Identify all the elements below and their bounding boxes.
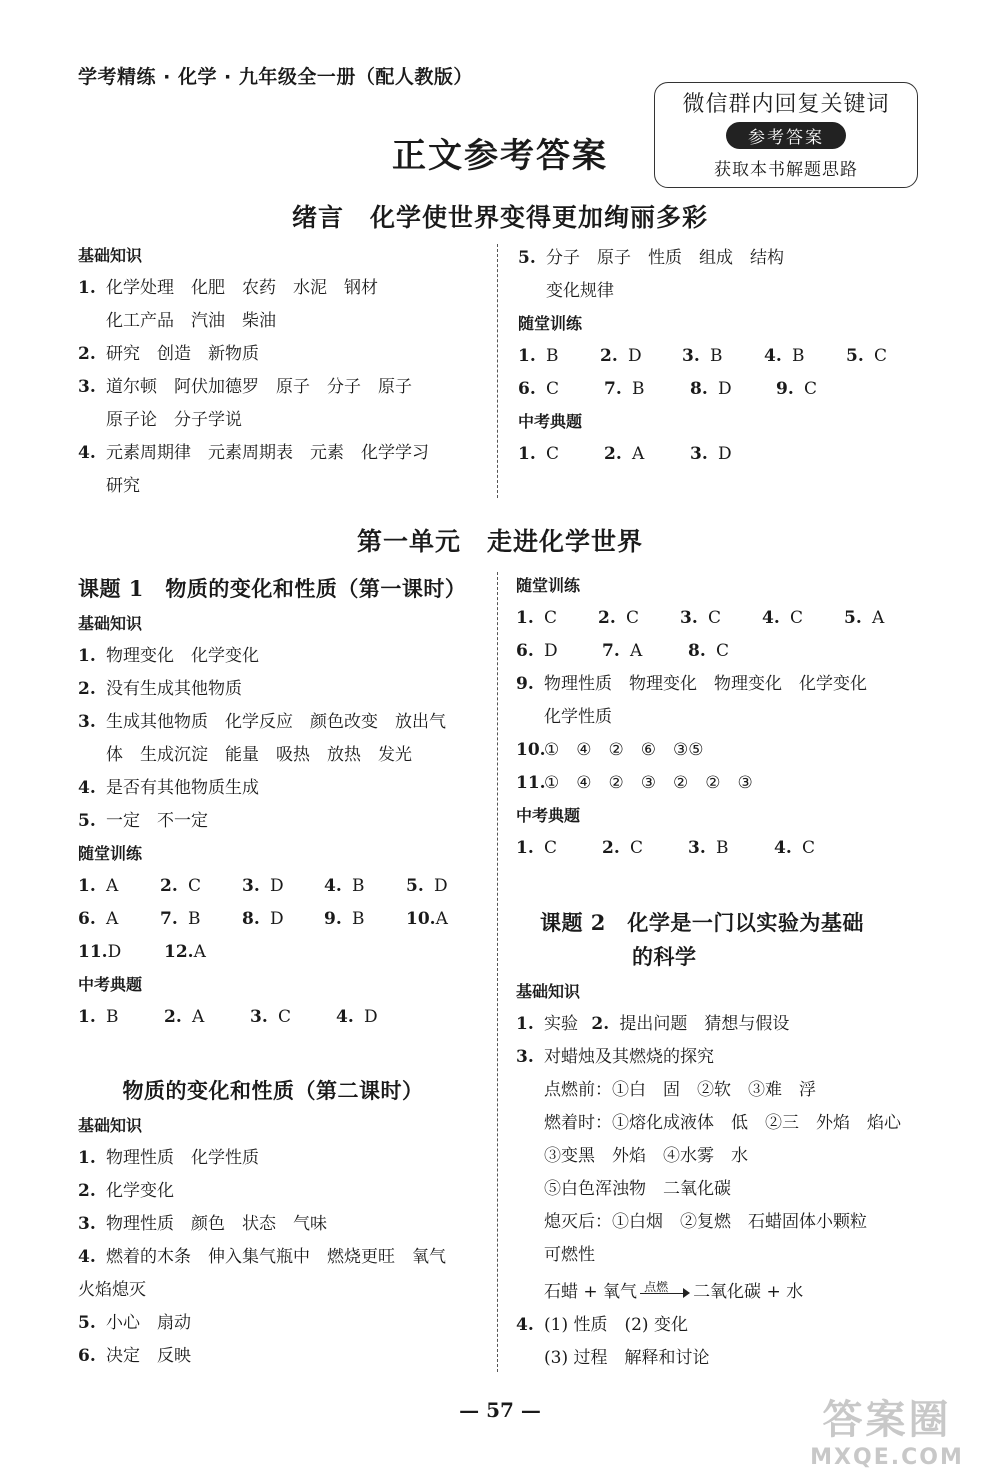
item-number: 5. [518, 248, 536, 268]
item3-line: 可燃性 [544, 1245, 595, 1265]
item-number: 2. [78, 1181, 96, 1201]
list-item-cont: 变化规律 [546, 281, 614, 301]
answer-choice: B [716, 838, 729, 858]
answer-cell [516, 602, 598, 635]
item-number: 1. [78, 278, 96, 298]
list-item-cont: 化工产品 汽油 柴油 [106, 311, 276, 331]
answer-number: 2. [160, 876, 178, 896]
list-item [78, 272, 488, 305]
answer-number: 6. [516, 641, 534, 661]
list-item-cont: 体 生成沉淀 能量 吸热 放热 发光 [106, 745, 412, 765]
answer-number: 11. [78, 942, 108, 962]
basic-heading: 基础知识 [78, 614, 143, 633]
answer-cell [242, 870, 324, 903]
list-item [516, 1008, 936, 1041]
answer-number: 1. [518, 444, 536, 464]
list-item [78, 1175, 488, 1208]
answer-number: 3. [688, 838, 706, 858]
lesson2-title-line1: 课题 2 化学是一门以实验为基础 [540, 910, 864, 935]
answer-row [516, 832, 926, 865]
answer-number: 3. [680, 608, 698, 628]
answer-cell [680, 602, 762, 635]
answer-number: 5. [846, 346, 864, 366]
answer-cell [688, 635, 774, 668]
item-number: 3. [78, 712, 96, 732]
answer-number: 2. [598, 608, 616, 628]
answer-cell [518, 340, 600, 373]
answer-number: 1. [78, 1007, 96, 1027]
item-text: ① ④ ② ⑥ ③⑤ [544, 740, 704, 760]
answer-cell [160, 903, 242, 936]
answer-number: 3. [242, 876, 260, 896]
intro-left-column [78, 240, 488, 503]
list-item-cont: 化学性质 [544, 707, 612, 727]
answer-cell [602, 635, 688, 668]
answer-number: 4. [764, 346, 782, 366]
item-number: 1. [516, 1014, 534, 1034]
list-item [516, 668, 926, 701]
item-text: 生成其他物质 化学反应 颜色改变 放出气 [106, 712, 446, 732]
item-number: 5. [78, 1313, 96, 1333]
answer-cell [682, 340, 764, 373]
answer-cell [846, 340, 928, 373]
answer-choice: D [107, 942, 122, 962]
page-number: — 57 — [459, 1398, 541, 1422]
answer-choice: A [435, 909, 448, 929]
answer-choice: A [630, 641, 643, 661]
answer-row [78, 903, 488, 936]
answer-number: 2. [600, 346, 618, 366]
lesson1-title: 课题 1 物质的变化和性质（第一课时） [78, 576, 467, 601]
answer-choice: C [708, 608, 722, 628]
column-divider [497, 572, 498, 1372]
item-text: 物理变化 化学变化 [106, 646, 259, 666]
answer-cell [518, 373, 604, 406]
answer-cell [516, 832, 602, 865]
item-text: 研究 创造 新物质 [106, 344, 259, 364]
reaction-condition: 点燃 [644, 1279, 669, 1294]
answer-choice: D [718, 379, 732, 399]
answer-choice: D [270, 876, 284, 896]
list-item-cont: (3) 过程 解释和讨论 [544, 1348, 710, 1368]
answer-number: 9. [776, 379, 794, 399]
item3-line: 点燃前：①白 固 ②软 ③难 浮 [544, 1080, 816, 1100]
answer-number: 6. [78, 909, 96, 929]
list-item [78, 437, 488, 470]
answer-number: 8. [242, 909, 260, 929]
answer-cell [324, 870, 406, 903]
list-item [78, 1307, 488, 1340]
answer-cell [78, 1001, 164, 1034]
item-number: 3. [516, 1047, 534, 1067]
lesson1b-title: 物质的变化和性质（第二课时） [122, 1078, 424, 1103]
answer-number: 3. [690, 444, 708, 464]
answer-cell [324, 903, 406, 936]
answer-number: 5. [844, 608, 862, 628]
list-item [516, 767, 926, 800]
answer-row [78, 936, 488, 969]
item-text: 燃着的木条 伸入集气瓶中 燃烧更旺 氧气 [106, 1247, 446, 1267]
list-item-cont: 研究 [106, 476, 140, 496]
answer-number: 2. [604, 444, 622, 464]
answer-choice: A [106, 909, 119, 929]
item-number: 3. [78, 1214, 96, 1234]
answer-cell [764, 340, 846, 373]
answer-choice: A [192, 1007, 205, 1027]
answer-choice: A [106, 876, 119, 896]
exam-heading: 中考典题 [78, 975, 143, 994]
answer-cell [160, 870, 242, 903]
page-title: 正文参考答案 [392, 136, 608, 176]
list-item [78, 805, 488, 838]
unit1-section-title: 第一单元 走进化学世界 [356, 527, 643, 556]
list-item [78, 1208, 488, 1241]
item-text: 小心 扇动 [106, 1313, 191, 1333]
wechat-note: 获取本书解题思路 [714, 160, 858, 180]
item-text: 道尔顿 阿伏加德罗 原子 分子 原子 [106, 377, 412, 397]
item-number: 5. [78, 811, 96, 831]
answer-cell [518, 438, 604, 471]
item-number: 2. [78, 344, 96, 364]
answer-number: 8. [690, 379, 708, 399]
lesson2-block [516, 904, 936, 1375]
equation-reactants: 石蜡 + 氧气 [544, 1282, 638, 1302]
practice-heading: 随堂训练 [78, 844, 143, 863]
item-number: 10. [516, 740, 546, 760]
answer-choice: A [632, 444, 645, 464]
answer-number: 5. [406, 876, 424, 896]
item-number: 1. [78, 1148, 96, 1168]
exam-heading: 中考典题 [516, 806, 581, 825]
reaction-arrow-icon [640, 1279, 690, 1299]
unit1-left-column [78, 570, 488, 1034]
list-item [78, 772, 488, 805]
answer-number: 7. [160, 909, 178, 929]
chemical-equation [516, 1276, 936, 1309]
answer-number: 9. [324, 909, 342, 929]
item-text: 对蜡烛及其燃烧的探究 [544, 1047, 714, 1067]
answer-number: 7. [604, 379, 622, 399]
answer-choice: C [790, 608, 804, 628]
answer-cell [336, 1001, 422, 1034]
list-item [78, 1340, 488, 1373]
item-number: 2. [591, 1014, 610, 1034]
answer-choice: C [874, 346, 888, 366]
answer-choice: C [544, 838, 558, 858]
practice-heading: 随堂训练 [518, 314, 583, 333]
answer-choice: B [792, 346, 805, 366]
answer-cell [762, 602, 844, 635]
answer-cell [164, 936, 250, 969]
practice-heading: 随堂训练 [516, 576, 581, 595]
lesson2-title-line2: 的科学 [632, 944, 697, 969]
answer-row [78, 1001, 488, 1034]
item-text: 实验 [544, 1014, 578, 1034]
intro-right-column [518, 242, 928, 471]
answer-cell [242, 903, 324, 936]
answer-cell [600, 340, 682, 373]
item-number: 4. [516, 1315, 534, 1335]
item-number: 11. [516, 773, 546, 793]
answer-choice: D [270, 909, 284, 929]
answer-number: 1. [516, 608, 534, 628]
answer-choice: B [632, 379, 645, 399]
item-number: 4. [78, 1247, 96, 1267]
item-text: 是否有其他物质生成 [106, 778, 259, 798]
answer-row [78, 870, 488, 903]
answer-cell [598, 602, 680, 635]
item3-line: 燃着时：①熔化成液体 低 ②三 外焰 焰心 [544, 1113, 901, 1133]
list-item [78, 1241, 488, 1274]
answer-cell [776, 373, 862, 406]
answer-cell [78, 870, 160, 903]
answer-cell [844, 602, 926, 635]
item-number: 2. [78, 679, 96, 699]
list-item [516, 734, 926, 767]
item-text: ① ④ ② ③ ② ② ③ [544, 773, 753, 793]
list-item [78, 371, 488, 404]
answer-choice: C [546, 444, 560, 464]
answer-row [518, 438, 928, 471]
answer-cell [78, 903, 160, 936]
answer-cell [690, 373, 776, 406]
answer-number: 1. [516, 838, 534, 858]
answer-row [516, 635, 926, 668]
list-item [516, 1041, 936, 1074]
answer-number: 10. [406, 909, 436, 929]
watermark-url: MXQE.COM [810, 1445, 964, 1470]
answer-number: 2. [164, 1007, 182, 1027]
answer-row [518, 340, 928, 373]
watermark-logo [782, 1388, 992, 1470]
answer-number: 4. [324, 876, 342, 896]
item-number: 6. [78, 1346, 96, 1366]
answer-number: 2. [602, 838, 620, 858]
answer-choice: C [626, 608, 640, 628]
item-number: 3. [78, 377, 96, 397]
wechat-instruction: 微信群内回复关键词 [682, 92, 890, 117]
list-item [78, 673, 488, 706]
equation-products: 二氧化碳 + 水 [693, 1282, 804, 1302]
answer-cell [602, 832, 688, 865]
watermark-text: 答案圈 [822, 1396, 952, 1443]
answer-choice: B [106, 1007, 119, 1027]
item-number: 4. [78, 443, 96, 463]
answer-number: 4. [774, 838, 792, 858]
answer-number: 3. [250, 1007, 268, 1027]
keyword-badge: 参考答案 [726, 122, 846, 149]
item-text: (1) 性质 (2) 变化 [544, 1315, 688, 1335]
answer-choice: B [188, 909, 201, 929]
basic-heading: 基础知识 [516, 982, 581, 1001]
answer-choice: C [188, 876, 202, 896]
item-text: 化学处理 化肥 农药 水泥 钢材 [106, 278, 378, 298]
list-item [518, 242, 928, 275]
answer-number: 1. [518, 346, 536, 366]
answer-choice: A [872, 608, 885, 628]
list-item [78, 1142, 488, 1175]
answer-cell [516, 635, 602, 668]
answer-choice: B [546, 346, 559, 366]
answer-cell [604, 438, 690, 471]
answer-number: 6. [518, 379, 536, 399]
column-divider [497, 244, 498, 498]
list-item [516, 1309, 936, 1342]
item-text: 元素周期律 元素周期表 元素 化学学习 [106, 443, 429, 463]
answer-choice: D [718, 444, 732, 464]
lesson1b-block [78, 1072, 488, 1373]
answer-number: 3. [682, 346, 700, 366]
answer-cell [164, 1001, 250, 1034]
list-item-cont: 火焰熄灭 [78, 1280, 146, 1300]
answer-cell [690, 438, 776, 471]
item-text: 提出问题 猜想与假设 [619, 1014, 790, 1034]
answer-number: 8. [688, 641, 706, 661]
answer-choice: C [630, 838, 644, 858]
exam-heading: 中考典题 [518, 412, 583, 431]
item-text: 决定 反映 [106, 1346, 191, 1366]
list-item-cont: 原子论 分子学说 [106, 410, 242, 430]
answer-row [516, 602, 926, 635]
item-text: 化学变化 [106, 1181, 174, 1201]
answer-choice: D [434, 876, 448, 896]
item-text: 分子 原子 性质 组成 结构 [546, 248, 784, 268]
answer-cell [78, 936, 164, 969]
answer-choice: D [544, 641, 558, 661]
item-number: 4. [78, 778, 96, 798]
answer-cell [604, 373, 690, 406]
answer-row [518, 373, 928, 406]
answer-cell [250, 1001, 336, 1034]
answer-number: 4. [336, 1007, 354, 1027]
answer-number: 12. [164, 942, 194, 962]
basic-heading: 基础知识 [78, 246, 143, 265]
item-text: 没有生成其他物质 [106, 679, 242, 699]
answer-choice: D [364, 1007, 378, 1027]
list-item [78, 640, 488, 673]
item3-line: ⑤白色浑浊物 二氧化碳 [544, 1179, 731, 1199]
book-header: 学考精练 · 化学 · 九年级全一册（配人教版） [78, 66, 473, 88]
answer-cell [406, 903, 488, 936]
answer-choice: D [628, 346, 642, 366]
item-number: 1. [78, 646, 96, 666]
answer-choice: C [278, 1007, 292, 1027]
answer-choice: B [352, 909, 365, 929]
item-number: 9. [516, 674, 534, 694]
answer-cell [688, 832, 774, 865]
answer-choice: C [546, 379, 560, 399]
answer-cell [406, 870, 488, 903]
answer-choice: A [193, 942, 206, 962]
answer-choice: B [352, 876, 365, 896]
item-text: 一定 不一定 [106, 811, 208, 831]
answer-choice: C [544, 608, 558, 628]
answer-cell [774, 832, 860, 865]
unit1-right-column [516, 570, 926, 865]
answer-choice: C [716, 641, 730, 661]
item-text: 物理性质 颜色 状态 气味 [106, 1214, 327, 1234]
answer-choice: C [802, 838, 816, 858]
item-text: 物理性质 物理变化 物理变化 化学变化 [544, 674, 867, 694]
answer-choice: C [804, 379, 818, 399]
item3-line: 熄灭后：①白烟 ②复燃 石蜡固体小颗粒 [544, 1212, 867, 1232]
basic-heading: 基础知识 [78, 1116, 143, 1135]
list-item [78, 706, 488, 739]
item-text: 物理性质 化学性质 [106, 1148, 259, 1168]
answer-choice: B [710, 346, 723, 366]
answer-number: 7. [602, 641, 620, 661]
answer-number: 1. [78, 876, 96, 896]
intro-section-title: 绪言 化学使世界变得更加绚丽多彩 [291, 203, 708, 232]
answer-number: 4. [762, 608, 780, 628]
list-item [78, 338, 488, 371]
item3-line: ③变黑 外焰 ④水雾 水 [544, 1146, 748, 1166]
